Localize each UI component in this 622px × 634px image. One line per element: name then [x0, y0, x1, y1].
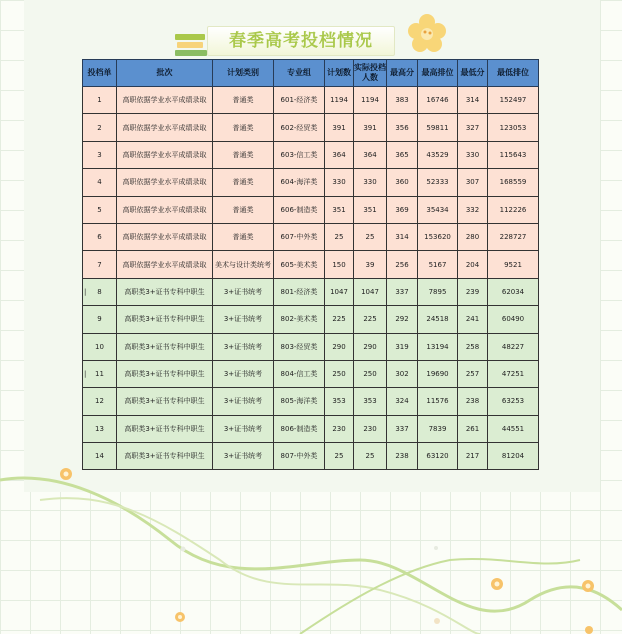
- row-number: 11: [83, 360, 117, 387]
- plan-count-cell: 25: [325, 223, 354, 250]
- min-score-cell: 238: [458, 388, 488, 415]
- actual-count-cell: 351: [354, 196, 387, 223]
- max-rank-cell: 13194: [418, 333, 458, 360]
- row-number: 9: [83, 306, 117, 333]
- max-rank-cell: 153620: [418, 223, 458, 250]
- batch-cell: 高职类3+证书专科中职生: [117, 388, 213, 415]
- min-score-cell: 239: [458, 278, 488, 305]
- table-row: [83, 223, 539, 250]
- max-score-cell: 369: [387, 196, 418, 223]
- max-rank-cell: 7839: [418, 415, 458, 442]
- row-number: 10: [83, 333, 117, 360]
- actual-count-cell: 39: [354, 251, 387, 278]
- min-score-cell: 257: [458, 360, 488, 387]
- flower-icon: [585, 626, 593, 634]
- max-score-cell: 356: [387, 114, 418, 141]
- max-score-cell: 337: [387, 415, 418, 442]
- plan-count-cell: 150: [325, 251, 354, 278]
- major-group-cell: 802-美术类: [274, 306, 325, 333]
- plan-type-cell: 普通类: [213, 196, 274, 223]
- table-row: [83, 415, 539, 442]
- major-group-cell: 601-经济类: [274, 87, 325, 114]
- row-number: 13: [83, 415, 117, 442]
- max-score-cell: 319: [387, 333, 418, 360]
- min-rank-cell: 115643: [488, 141, 539, 168]
- column-header: 批次: [117, 60, 213, 87]
- flower-icon: [491, 578, 503, 590]
- plan-type-cell: 普通类: [213, 87, 274, 114]
- max-rank-cell: 59811: [418, 114, 458, 141]
- table-row: [83, 141, 539, 168]
- min-rank-cell: 63253: [488, 388, 539, 415]
- table-header-row: [83, 60, 539, 87]
- table-row: [83, 278, 539, 305]
- min-score-cell: 204: [458, 251, 488, 278]
- actual-count-cell: 225: [354, 306, 387, 333]
- min-score-cell: 327: [458, 114, 488, 141]
- batch-cell: 高职类3+证书专科中职生: [117, 360, 213, 387]
- major-group-cell: 807-中外类: [274, 443, 325, 470]
- min-rank-cell: 47251: [488, 360, 539, 387]
- row-number: 4: [83, 169, 117, 196]
- batch-cell: 高职类3+证书专科中职生: [117, 415, 213, 442]
- plan-count-cell: 1047: [325, 278, 354, 305]
- min-rank-cell: 62034: [488, 278, 539, 305]
- title-banner: [175, 22, 445, 60]
- plan-type-cell: 3+证书统考: [213, 415, 274, 442]
- major-group-cell: 607-中外类: [274, 223, 325, 250]
- major-group-cell: 606-制造类: [274, 196, 325, 223]
- min-rank-cell: 44551: [488, 415, 539, 442]
- plan-count-cell: 25: [325, 443, 354, 470]
- min-score-cell: 330: [458, 141, 488, 168]
- min-rank-cell: 9521: [488, 251, 539, 278]
- major-group-cell: 603-信工类: [274, 141, 325, 168]
- major-group-cell: 801-经济类: [274, 278, 325, 305]
- major-group-cell: 602-经贸类: [274, 114, 325, 141]
- batch-cell: 高职依据学业水平成绩录取: [117, 251, 213, 278]
- max-rank-cell: 16746: [418, 87, 458, 114]
- column-header: 最高分: [387, 60, 418, 87]
- major-group-cell: 806-制造类: [274, 415, 325, 442]
- decorative-wave-line: [40, 498, 480, 634]
- table-row: [83, 114, 539, 141]
- max-score-cell: 365: [387, 141, 418, 168]
- dot-icon: [181, 547, 186, 552]
- min-rank-cell: 228727: [488, 223, 539, 250]
- plan-type-cell: 3+证书统考: [213, 333, 274, 360]
- batch-cell: 高职依据学业水平成绩录取: [117, 114, 213, 141]
- batch-cell: 高职类3+证书专科中职生: [117, 278, 213, 305]
- row-number: 1: [83, 87, 117, 114]
- dot-icon: [434, 546, 438, 550]
- table-row: [83, 306, 539, 333]
- batch-cell: 高职依据学业水平成绩录取: [117, 196, 213, 223]
- min-score-cell: 261: [458, 415, 488, 442]
- plan-count-cell: 230: [325, 415, 354, 442]
- plan-type-cell: 3+证书统考: [213, 443, 274, 470]
- min-rank-cell: 48227: [488, 333, 539, 360]
- table-row: [83, 169, 539, 196]
- row-number: 2: [83, 114, 117, 141]
- actual-count-cell: 364: [354, 141, 387, 168]
- max-score-cell: 360: [387, 169, 418, 196]
- max-score-cell: 337: [387, 278, 418, 305]
- batch-cell: 高职类3+证书专科中职生: [117, 306, 213, 333]
- actual-count-cell: 391: [354, 114, 387, 141]
- max-rank-cell: 7895: [418, 278, 458, 305]
- actual-count-cell: 1194: [354, 87, 387, 114]
- major-group-cell: 605-美术类: [274, 251, 325, 278]
- column-header: 投档单: [83, 60, 117, 87]
- column-header: 计划数: [325, 60, 354, 87]
- plan-count-cell: 351: [325, 196, 354, 223]
- major-group-cell: 604-海洋类: [274, 169, 325, 196]
- max-rank-cell: 43529: [418, 141, 458, 168]
- max-rank-cell: 24518: [418, 306, 458, 333]
- batch-cell: 高职依据学业水平成绩录取: [117, 223, 213, 250]
- min-score-cell: 280: [458, 223, 488, 250]
- batch-cell: 高职依据学业水平成绩录取: [117, 87, 213, 114]
- max-score-cell: 238: [387, 443, 418, 470]
- page-title: 春季高考投档情况: [229, 31, 373, 51]
- max-score-cell: 314: [387, 223, 418, 250]
- batch-cell: 高职依据学业水平成绩录取: [117, 141, 213, 168]
- max-score-cell: 292: [387, 306, 418, 333]
- actual-count-cell: 290: [354, 333, 387, 360]
- batch-cell: 高职依据学业水平成绩录取: [117, 169, 213, 196]
- actual-count-cell: 353: [354, 388, 387, 415]
- row-marker: |: [84, 370, 87, 378]
- max-rank-cell: 19690: [418, 360, 458, 387]
- major-group-cell: 805-海洋类: [274, 388, 325, 415]
- column-header: 最低分: [458, 60, 488, 87]
- plan-type-cell: 3+证书统考: [213, 360, 274, 387]
- table-row: [83, 360, 539, 387]
- table-row: [83, 196, 539, 223]
- plan-type-cell: 3+证书统考: [213, 306, 274, 333]
- row-number: 3: [83, 141, 117, 168]
- column-header: 最高排位: [418, 60, 458, 87]
- plan-type-cell: 3+证书统考: [213, 388, 274, 415]
- decorative-wave-line: [0, 478, 622, 611]
- flower-icon: [175, 612, 185, 622]
- plan-type-cell: 普通类: [213, 141, 274, 168]
- column-header: 最低排位: [488, 60, 539, 87]
- actual-count-cell: 1047: [354, 278, 387, 305]
- min-score-cell: 314: [458, 87, 488, 114]
- min-score-cell: 332: [458, 196, 488, 223]
- min-rank-cell: 152497: [488, 87, 539, 114]
- column-header: 专业组: [274, 60, 325, 87]
- dot-icon: [434, 618, 440, 624]
- plan-type-cell: 美术与设计类统考: [213, 251, 274, 278]
- row-number: 14: [83, 443, 117, 470]
- books-icon: [175, 34, 207, 58]
- row-number: 12: [83, 388, 117, 415]
- min-score-cell: 307: [458, 169, 488, 196]
- row-number: 8: [83, 278, 117, 305]
- table-row: [83, 388, 539, 415]
- batch-cell: 高职类3+证书专科中职生: [117, 333, 213, 360]
- plan-count-cell: 290: [325, 333, 354, 360]
- max-score-cell: 302: [387, 360, 418, 387]
- actual-count-cell: 250: [354, 360, 387, 387]
- max-rank-cell: 11576: [418, 388, 458, 415]
- plan-count-cell: 1194: [325, 87, 354, 114]
- major-group-cell: 803-经贸类: [274, 333, 325, 360]
- plan-count-cell: 364: [325, 141, 354, 168]
- title-box: [207, 26, 395, 56]
- major-group-cell: 804-信工类: [274, 360, 325, 387]
- actual-count-cell: 25: [354, 443, 387, 470]
- plan-type-cell: 普通类: [213, 114, 274, 141]
- max-score-cell: 256: [387, 251, 418, 278]
- batch-cell: 高职类3+证书专科中职生: [117, 443, 213, 470]
- table-row: [83, 87, 539, 114]
- max-rank-cell: 63120: [418, 443, 458, 470]
- plan-type-cell: 普通类: [213, 169, 274, 196]
- table-row: [83, 333, 539, 360]
- min-rank-cell: 168559: [488, 169, 539, 196]
- admission-table: [82, 59, 539, 470]
- actual-count-cell: 230: [354, 415, 387, 442]
- max-rank-cell: 5167: [418, 251, 458, 278]
- plan-type-cell: 普通类: [213, 223, 274, 250]
- table-row: [83, 251, 539, 278]
- plan-type-cell: 3+证书统考: [213, 278, 274, 305]
- row-number: 5: [83, 196, 117, 223]
- min-score-cell: 258: [458, 333, 488, 360]
- plan-count-cell: 250: [325, 360, 354, 387]
- flower-icon: [405, 12, 449, 56]
- plan-count-cell: 353: [325, 388, 354, 415]
- max-score-cell: 324: [387, 388, 418, 415]
- max-rank-cell: 52333: [418, 169, 458, 196]
- max-rank-cell: 35434: [418, 196, 458, 223]
- min-rank-cell: 60490: [488, 306, 539, 333]
- min-rank-cell: 81204: [488, 443, 539, 470]
- column-header: 计划类别: [213, 60, 274, 87]
- plan-count-cell: 330: [325, 169, 354, 196]
- row-number: 6: [83, 223, 117, 250]
- min-rank-cell: 123053: [488, 114, 539, 141]
- min-score-cell: 217: [458, 443, 488, 470]
- max-score-cell: 383: [387, 87, 418, 114]
- min-rank-cell: 112226: [488, 196, 539, 223]
- decorative-wave-line: [300, 559, 580, 634]
- flower-icon: [582, 580, 594, 592]
- plan-count-cell: 391: [325, 114, 354, 141]
- actual-count-cell: 330: [354, 169, 387, 196]
- plan-count-cell: 225: [325, 306, 354, 333]
- row-number: 7: [83, 251, 117, 278]
- actual-count-cell: 25: [354, 223, 387, 250]
- min-score-cell: 241: [458, 306, 488, 333]
- row-marker: |: [84, 288, 87, 296]
- column-header: 实际投档人数: [354, 60, 387, 87]
- table-row: [83, 443, 539, 470]
